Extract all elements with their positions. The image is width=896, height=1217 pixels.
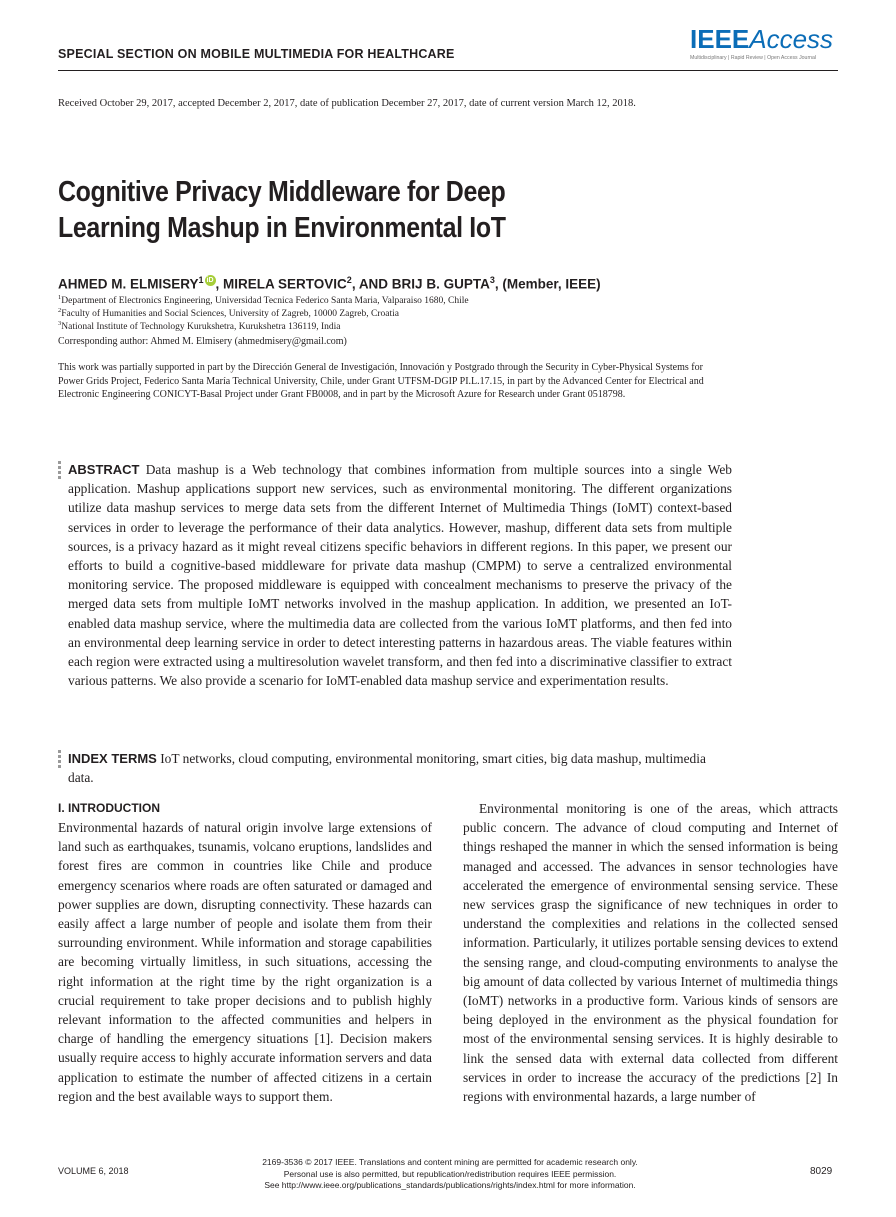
footer-copyright: 2169-3536 © 2017 IEEE. Translations and content mining are permitted for academic research only. Personal use is also permitted, but republication/redistribution requires IEEE permission. See http://www.ieee.org/publications_standards/publications/rights/index.html for more information. xyxy=(262,1157,638,1190)
header-rule xyxy=(58,70,838,71)
affiliation-2: $^2$Faculty of Humanities and Social Sciences, University of Zagreb, 10000 Zagreb, Croatia xyxy=(58,307,399,320)
index-terms-marker xyxy=(58,750,61,770)
footer-volume: VOLUME 6, 2018 xyxy=(58,1166,129,1176)
section-label: SPECIAL SECTION ON MOBILE MULTIMEDIA FOR HEALTHCARE xyxy=(58,47,455,61)
paper-title: Cognitive Privacy Middleware for Deep Learning Mashup in Environmental IoT xyxy=(58,176,506,244)
abstract: ABSTRACT Data mashup is a Web technology that combines information from multiple sources into a single Web application. Mashup applications support new services, such as environmental monitoring. The different organizations utilize data mashup services to merge data sets from the different Internet of Multimedia Things (IoMT) context-based services in order to leverage the performance of their data analytics. However, mashup, different data sets from multiple sources, is a privacy hazard as it might reveal citizens specific behaviors in different regions. In this paper, we present our efforts to build a cognitive-based middleware for private data mashup (CMPM) to serve a centralized environmental monitoring service. The proposed middleware is equipped with concealment mechanisms to preserve the privacy of the merged data sets from multiple IoMT networks involved in the mashup application. In addition, we presented an IoT-enabled data mashup service, where the multimedia data are collected from the various IoMT platforms, and then fed into an environmental deep learning service in order to detect interesting patterns in hazardous areas. The viable features within each region were extracted using a multiresolution wavelet transform, and then fed into a discriminative classifier to extract various patterns. We also provide a scenario for IoMT-enabled data mashup service and experimentation results. xyxy=(68,462,732,689)
footer-page-number: 8029 xyxy=(810,1166,833,1177)
intro-column-2: Environmental monitoring is one of the areas, which attracts public concern. The advance of cloud computing and Internet of things reshaped the manner in which the sensed information is being managed and accessed. The advances in sensor technologies have accelerated the emergence of environmental sensing service. These new services grasp the significance of new techniques in order to understand the complexities and relations in the collected sensed information. Particularly, it utilizes portable sensing devices to extend the sensing range, and cloud-computing environments to analyse the big amount of data collected by various Internet of multimedia things (IoMT) networks in a productive form. Various kinds of sensors are being deployed in the environment as the physical foundation for most of the environmental sensing services. It is highly desirable to link the sensed data with external data collected from different services in order to increase the accuracy of the predictions [2] In regions with environmental hazards, a large number of xyxy=(463,801,838,1105)
received-dates: Received October 29, 2017, accepted December 2, 2017, date of publication December 27, 2017, date of current version March 12, 2018. xyxy=(58,98,636,109)
funding-statement: This work was partially supported in part by the Dirección General de Investigación, Innovación y Postgrado through the Security in Cyber-Physical Systems for Power Grids Project, Federico Santa María Technical University, Chile, under Grant UTFSM-DGIP PI.L.17.15, in part by the Advanced Center for Electrical and Electronic Engineering CONICYT-Basal Project under Grant FB0008, and in part by the Microsoft Azure for Research under Grant 0518798. xyxy=(58,362,704,401)
affiliation-1: $^1$Department of Electronics Engineering, Universidad Tecnica Federico Santa Maria, Valparaiso 1680, Chile xyxy=(58,294,469,307)
ieee-access-logo: IEEEAccess Multidisciplinary | Rapid Review | Open Access Journal xyxy=(690,24,834,61)
orcid-icon[interactable]: iD xyxy=(206,277,214,284)
section-heading: I. INTRODUCTION xyxy=(58,801,160,815)
intro-column-1: Environmental hazards of natural origin involve large extensions of land such as earthquakes, tsunamis, volcano eruptions, landslides and forest fires are common in countries like Chile and produce emergency scenarios where roads are often saturated or damaged and power supplies are down, disrupting connectivity. These hazards can easily affect a large number of people and isolate them from their surrounding environment. While information and storage capabilities are becoming virtually limitless, in such situations, accessing the right information at the right time by the right organization is a crucial requirement to take proper decisions and to publish highly relevant information to the affected communities and helpers in charge of handling the emergency situations [1]. Decision makers usually require access to highly accurate information servers and data application to estimate the number of affected citizens in a certain region and the best available ways to support them. xyxy=(58,820,432,1104)
abstract-marker xyxy=(58,461,61,481)
affiliation-3: $^3$National Institute of Technology Kurukshetra, Kurukshetra 136119, India xyxy=(58,320,341,333)
index-terms: INDEX TERMS IoT networks, cloud computing, environmental monitoring, smart cities, big data mashup, multimedia data. xyxy=(68,751,706,786)
abstract-label: ABSTRACT xyxy=(68,462,140,477)
author-list: AHMED M. ELMISERY$^1$ iD , MIRELA SERTOVIC$^2$, AND BRIJ B. GUPTA$^3$, (Member, IEEE) xyxy=(58,275,601,292)
index-terms-label: INDEX TERMS xyxy=(68,751,157,766)
corresponding-author: Corresponding author: Ahmed M. Elmisery (ahmedmisery@gmail.com) xyxy=(58,336,347,347)
